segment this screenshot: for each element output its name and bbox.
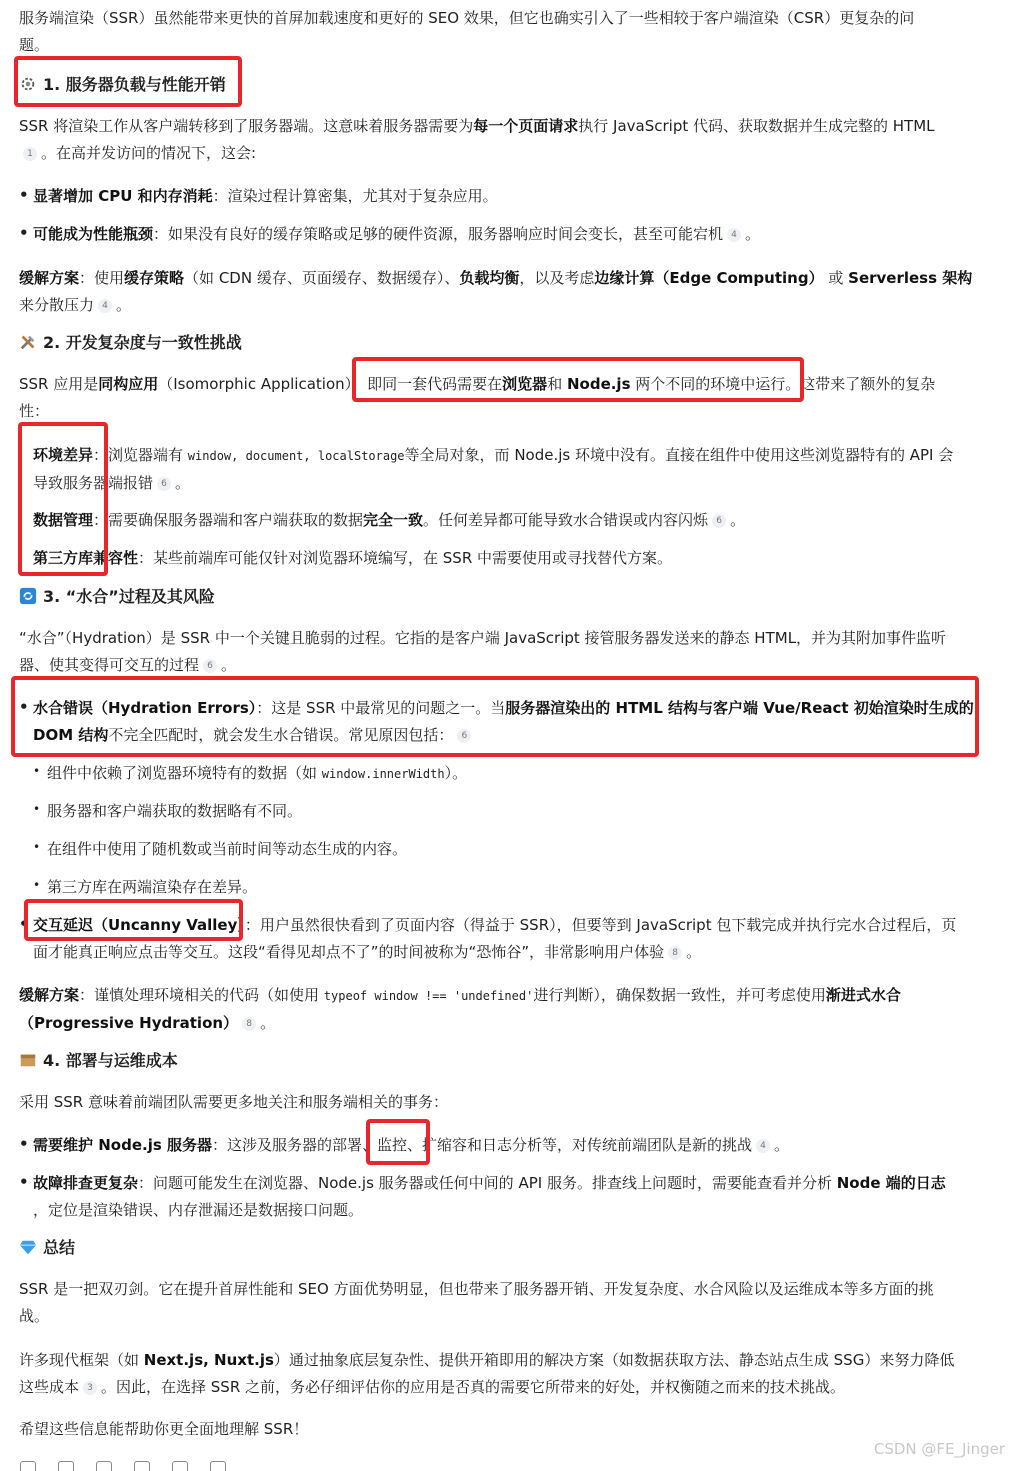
sub-bullet-dot: • (33, 840, 41, 854)
s2-item-env: 环境差异：浏览器端有 window, document, localStorage等全局对象，而 Node.js 环境中没有。直接在组件中使用这些浏览器特有的 API 会 (33, 446, 954, 464)
sub-bullet-dot: • (33, 878, 41, 892)
citation-badge[interactable]: 8 (668, 946, 682, 960)
s4-paragraph: 采用 SSR 意味着前端团队需要更多地关注和服务端相关的事务： (19, 1093, 449, 1111)
summary-heading (19, 1238, 75, 1258)
summary-paragraph-2: 许多现代框架（如 Next.js, Nuxt.js）通过抽象底层复杂性、提供开箱即用的解决方案（如数据获取方法、静态站点生成 SSG）来努力降低 (19, 1351, 955, 1369)
intro-line-1: 服务端渲染（SSR）虽然能带来更快的首屏加载速度和更好的 SEO 效果，但它也确实引入了一些相较于客户端渲染（CSR）更复杂的问 (19, 9, 915, 27)
summary-paragraph-1: SSR 是一把双刃剑。它在提升首屏性能和 SEO 方面优势明显，但也带来了服务器开销、开发复杂度、水合风险以及运维成本等多方面的挑 (19, 1280, 934, 1298)
section-4-heading (19, 1051, 178, 1071)
section-2-title: 2. 开发复杂度与一致性挑战 (43, 333, 242, 352)
citation-badge[interactable]: 4 (756, 1139, 770, 1153)
box-icon (19, 1051, 37, 1069)
s1-mitigation-2: 来分散压力 4 。 (19, 296, 132, 314)
citation-badge[interactable]: 6 (712, 514, 726, 528)
s3-cause-3: 在组件中使用了随机数或当前时间等动态生成的内容。 (47, 840, 408, 858)
tools-icon (19, 333, 37, 351)
section-2-heading (19, 333, 242, 353)
s4-bullet-1: 需要维护 Node.js 服务器：这涉及服务器的部署、监控、扩缩容和日志分析等，对传统前端团队是新的挑战 4 。 (33, 1136, 790, 1154)
s3-uncanny-valley-2: 面才能真正响应点击等交互。这段“看得见却点不了”的时间被称为“恐怖谷”，非常影响用户体验 8 。 (33, 943, 702, 961)
s1-bullet-1: 显著增加 CPU 和内存消耗：渲染过程计算密集，尤其对于复杂应用。 (33, 187, 498, 205)
s3-mitigation: 缓解方案：谨慎处理环境相关的代码（如使用 typeof window !== 'undefined'进行判断），确保数据一致性，并可考虑使用渐进式水合 (19, 986, 901, 1004)
s4-bullet-2: 故障排查更复杂：问题可能发生在浏览器、Node.js 服务器或任何中间的 API 服务。排查线上问题时，需要能查看并分析 Node 端的日志 (33, 1174, 946, 1192)
bullet-dot: • (19, 186, 29, 204)
sub-bullet-dot: • (33, 764, 41, 778)
s1-mitigation: 缓解方案：使用缓存策略（如 CDN 缓存、页面缓存、数据缓存）、负载均衡，以及考虑边缘计算（Edge Computing） 或 Serverless 架构 (19, 269, 973, 287)
section-1-title: 1. 服务器负载与性能开销 (43, 75, 226, 94)
s2-item-data: 数据管理：需要确保服务器端和客户端获取的数据完全一致。任何差异都可能导致水合错误或内容闪烁 6 。 (33, 511, 746, 529)
s2-item-env-2: 导致服务器端报错 6 。 (33, 474, 191, 492)
summary-title: 总结 (43, 1238, 76, 1257)
citation-badge[interactable]: 3 (83, 1381, 97, 1395)
s3-hydration-errors: 水合错误（Hydration Errors）：这是 SSR 中最常见的问题之一。当服务器渲染出的 HTML 结构与客户端 Vue/React 初始渲染时生成的 (33, 699, 974, 717)
summary-closing: 希望这些信息能帮助你更全面地理解 SSR！ (19, 1420, 309, 1438)
s3-cause-2: 服务器和客户端获取的数据略有不同。 (47, 802, 303, 820)
s3-paragraph: “水合”（Hydration）是 SSR 中一个关键且脆弱的过程。它指的是客户端 JavaScript 接管服务器发送来的静态 HTML，并为其附加事件监听 (19, 629, 947, 647)
section-1-heading (19, 75, 226, 95)
bullet-dot: • (19, 224, 29, 242)
summary-paragraph-1b: 战。 (19, 1307, 50, 1325)
s3-uncanny-valley: 交互延迟（Uncanny Valley）：用户虽然很快看到了页面内容（得益于 SSR），但要等到 JavaScript 包下载完成并执行完水合过程后，页 (33, 916, 957, 934)
bullet-dot: • (19, 1173, 29, 1191)
s1-paragraph: SSR 将渲染工作从客户端转移到了服务器端。这意味着服务器需要为每一个页面请求执行 JavaScript 代码、获取数据并生成完整的 HTML (19, 117, 935, 135)
citation-badge[interactable]: 4 (727, 228, 741, 242)
summary-paragraph-3: 这些成本 3 。因此，在选择 SSR 之前，务必仔细评估你的应用是否真的需要它所带来的好处，并权衡随之而来的技术挑战。 (19, 1378, 846, 1396)
s1-bullet-2: 可能成为性能瓶颈：如果没有良好的缓存策略或足够的硬件资源，服务器响应时间会变长，甚至可能宕机 4 。 (33, 225, 761, 243)
watermark: CSDN @FE_Jinger (873, 1440, 1005, 1458)
citation-badge[interactable]: 6 (457, 729, 471, 743)
gem-icon (19, 1238, 37, 1256)
s3-paragraph-2: 器、使其变得可交互的过程 6 。 (19, 656, 237, 674)
citation-badge[interactable]: 4 (98, 299, 112, 313)
citation-badge[interactable]: 6 (157, 477, 171, 491)
gear-icon (19, 75, 37, 93)
refresh-icon (19, 587, 37, 605)
s3-cause-4: 第三方库在两端渲染存在差异。 (47, 878, 258, 896)
s2-paragraph: SSR 应用是同构应用（Isomorphic Application），即同一套代码需要在浏览器和 Node.js 两个不同的环境中运行。这带来了额外的复杂 (19, 375, 936, 393)
s3-mitigation-2: （Progressive Hydration） 8 。 (19, 1014, 276, 1032)
citation-badge[interactable]: 6 (203, 659, 217, 673)
s3-cause-1: 组件中依赖了浏览器环境特有的数据（如 window.innerWidth）。 (47, 764, 468, 782)
bullet-dot: • (19, 1135, 29, 1153)
section-4-title: 4. 部署与运维成本 (43, 1051, 178, 1070)
s4-bullet-2-line-2: ，定位是渲染错误、内存泄漏还是数据接口问题。 (33, 1201, 364, 1219)
s1-paragraph-2: 1 。在高并发访问的情况下，这会: (19, 143, 256, 163)
bullet-dot: • (19, 915, 29, 933)
section-3-title: 3. “水合”过程及其风险 (43, 587, 215, 606)
citation-badge[interactable]: 8 (242, 1017, 256, 1031)
s3-hydration-errors-2: DOM 结构不完全匹配时，就会发生水合错误。常见原因包括： 6 (33, 725, 475, 745)
citation-badge[interactable]: 1 (23, 147, 37, 161)
s2-paragraph-2: 性： (19, 402, 50, 420)
s2-item-lib: 第三方库兼容性：某些前端库可能仅针对浏览器环境编写，在 SSR 中需要使用或寻找替代方案。 (33, 549, 673, 567)
sub-bullet-dot: • (33, 802, 41, 816)
section-3-heading (19, 587, 215, 607)
bullet-dot: • (19, 698, 29, 716)
intro-line-2: 题。 (19, 36, 50, 54)
